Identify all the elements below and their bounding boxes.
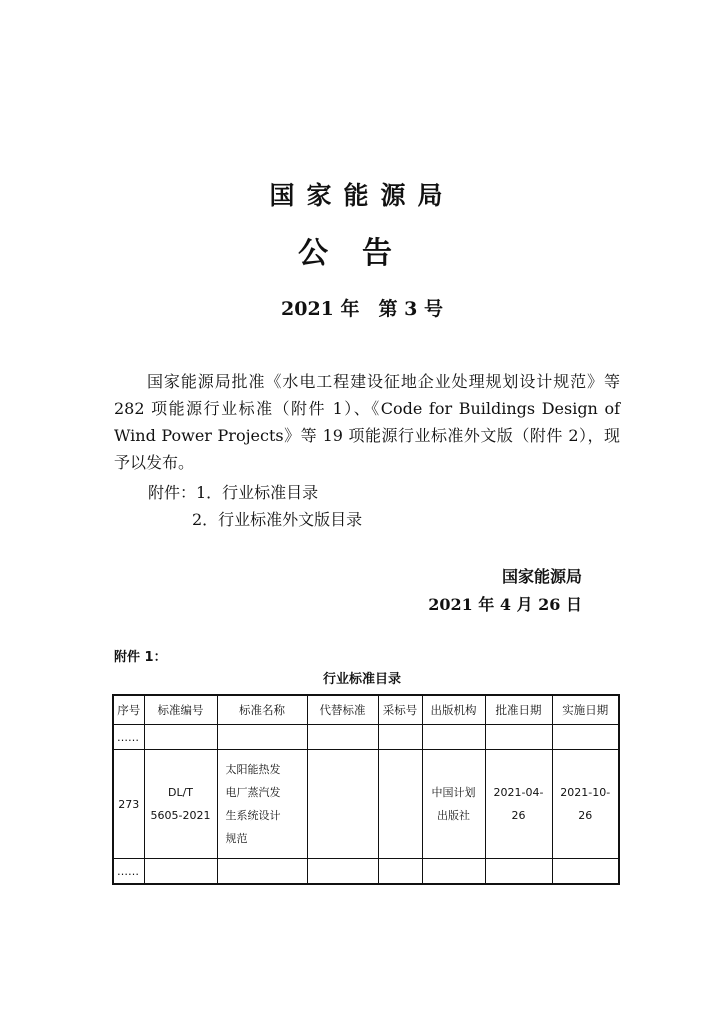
cell-adopted	[378, 750, 422, 859]
cell-approved: 2021-04-26	[485, 750, 552, 859]
column-header-publisher: 出版机构	[422, 695, 485, 725]
table-row	[113, 859, 619, 885]
column-header-seq: 序号	[113, 695, 144, 725]
column-header-name: 标准名称	[217, 695, 307, 725]
attachment-2-line: 2．行业标准外文版目录	[192, 510, 363, 529]
signature-agency: 国家能源局	[501, 567, 582, 586]
appendix-label: 附件 1：	[114, 650, 167, 665]
cell-code: DL/T 5605-2021	[144, 750, 217, 859]
column-header-adopted: 采标号	[378, 695, 422, 725]
table-row	[113, 725, 619, 750]
cell-effective: 2021-10-26	[552, 750, 619, 859]
ellipsis-cell: ……	[113, 859, 144, 885]
cell-seq: 273	[113, 750, 144, 859]
attachment-1-line: 附件：1．行业标准目录	[148, 483, 319, 502]
column-header-code: 标准编号	[144, 695, 217, 725]
cell-replaces	[307, 750, 378, 859]
table-header-row	[113, 695, 619, 725]
notice-title: 公告	[298, 236, 426, 271]
cell-name: 太阳能热发 电厂蒸汽发 生系统设计 规范	[217, 750, 307, 859]
table-title: 行业标准目录	[322, 672, 401, 687]
signature-date: 2021 年 4 月 26 日	[428, 595, 582, 614]
table-row	[113, 750, 619, 859]
agency-title: 国家能源局	[269, 181, 455, 210]
column-header-effective: 实施日期	[552, 695, 619, 725]
standards-table	[112, 694, 620, 885]
column-header-approved: 批准日期	[485, 695, 552, 725]
ellipsis-cell: ……	[113, 725, 144, 750]
issue-number: 2021 年 第 3 号	[281, 298, 443, 320]
cell-publisher: 中国计划 出版社	[422, 750, 485, 859]
announcement-paragraph: 国家能源局批准《水电工程建设征地企业处理规划设计规范》等 282 项能源行业标准（附件 1）、《Code for Buildings Design of Wind Power Projects》等 19 项能源行业标准外文版（附件 2），现予以发布。	[114, 372, 620, 472]
column-header-replaces: 代替标准	[307, 695, 378, 725]
